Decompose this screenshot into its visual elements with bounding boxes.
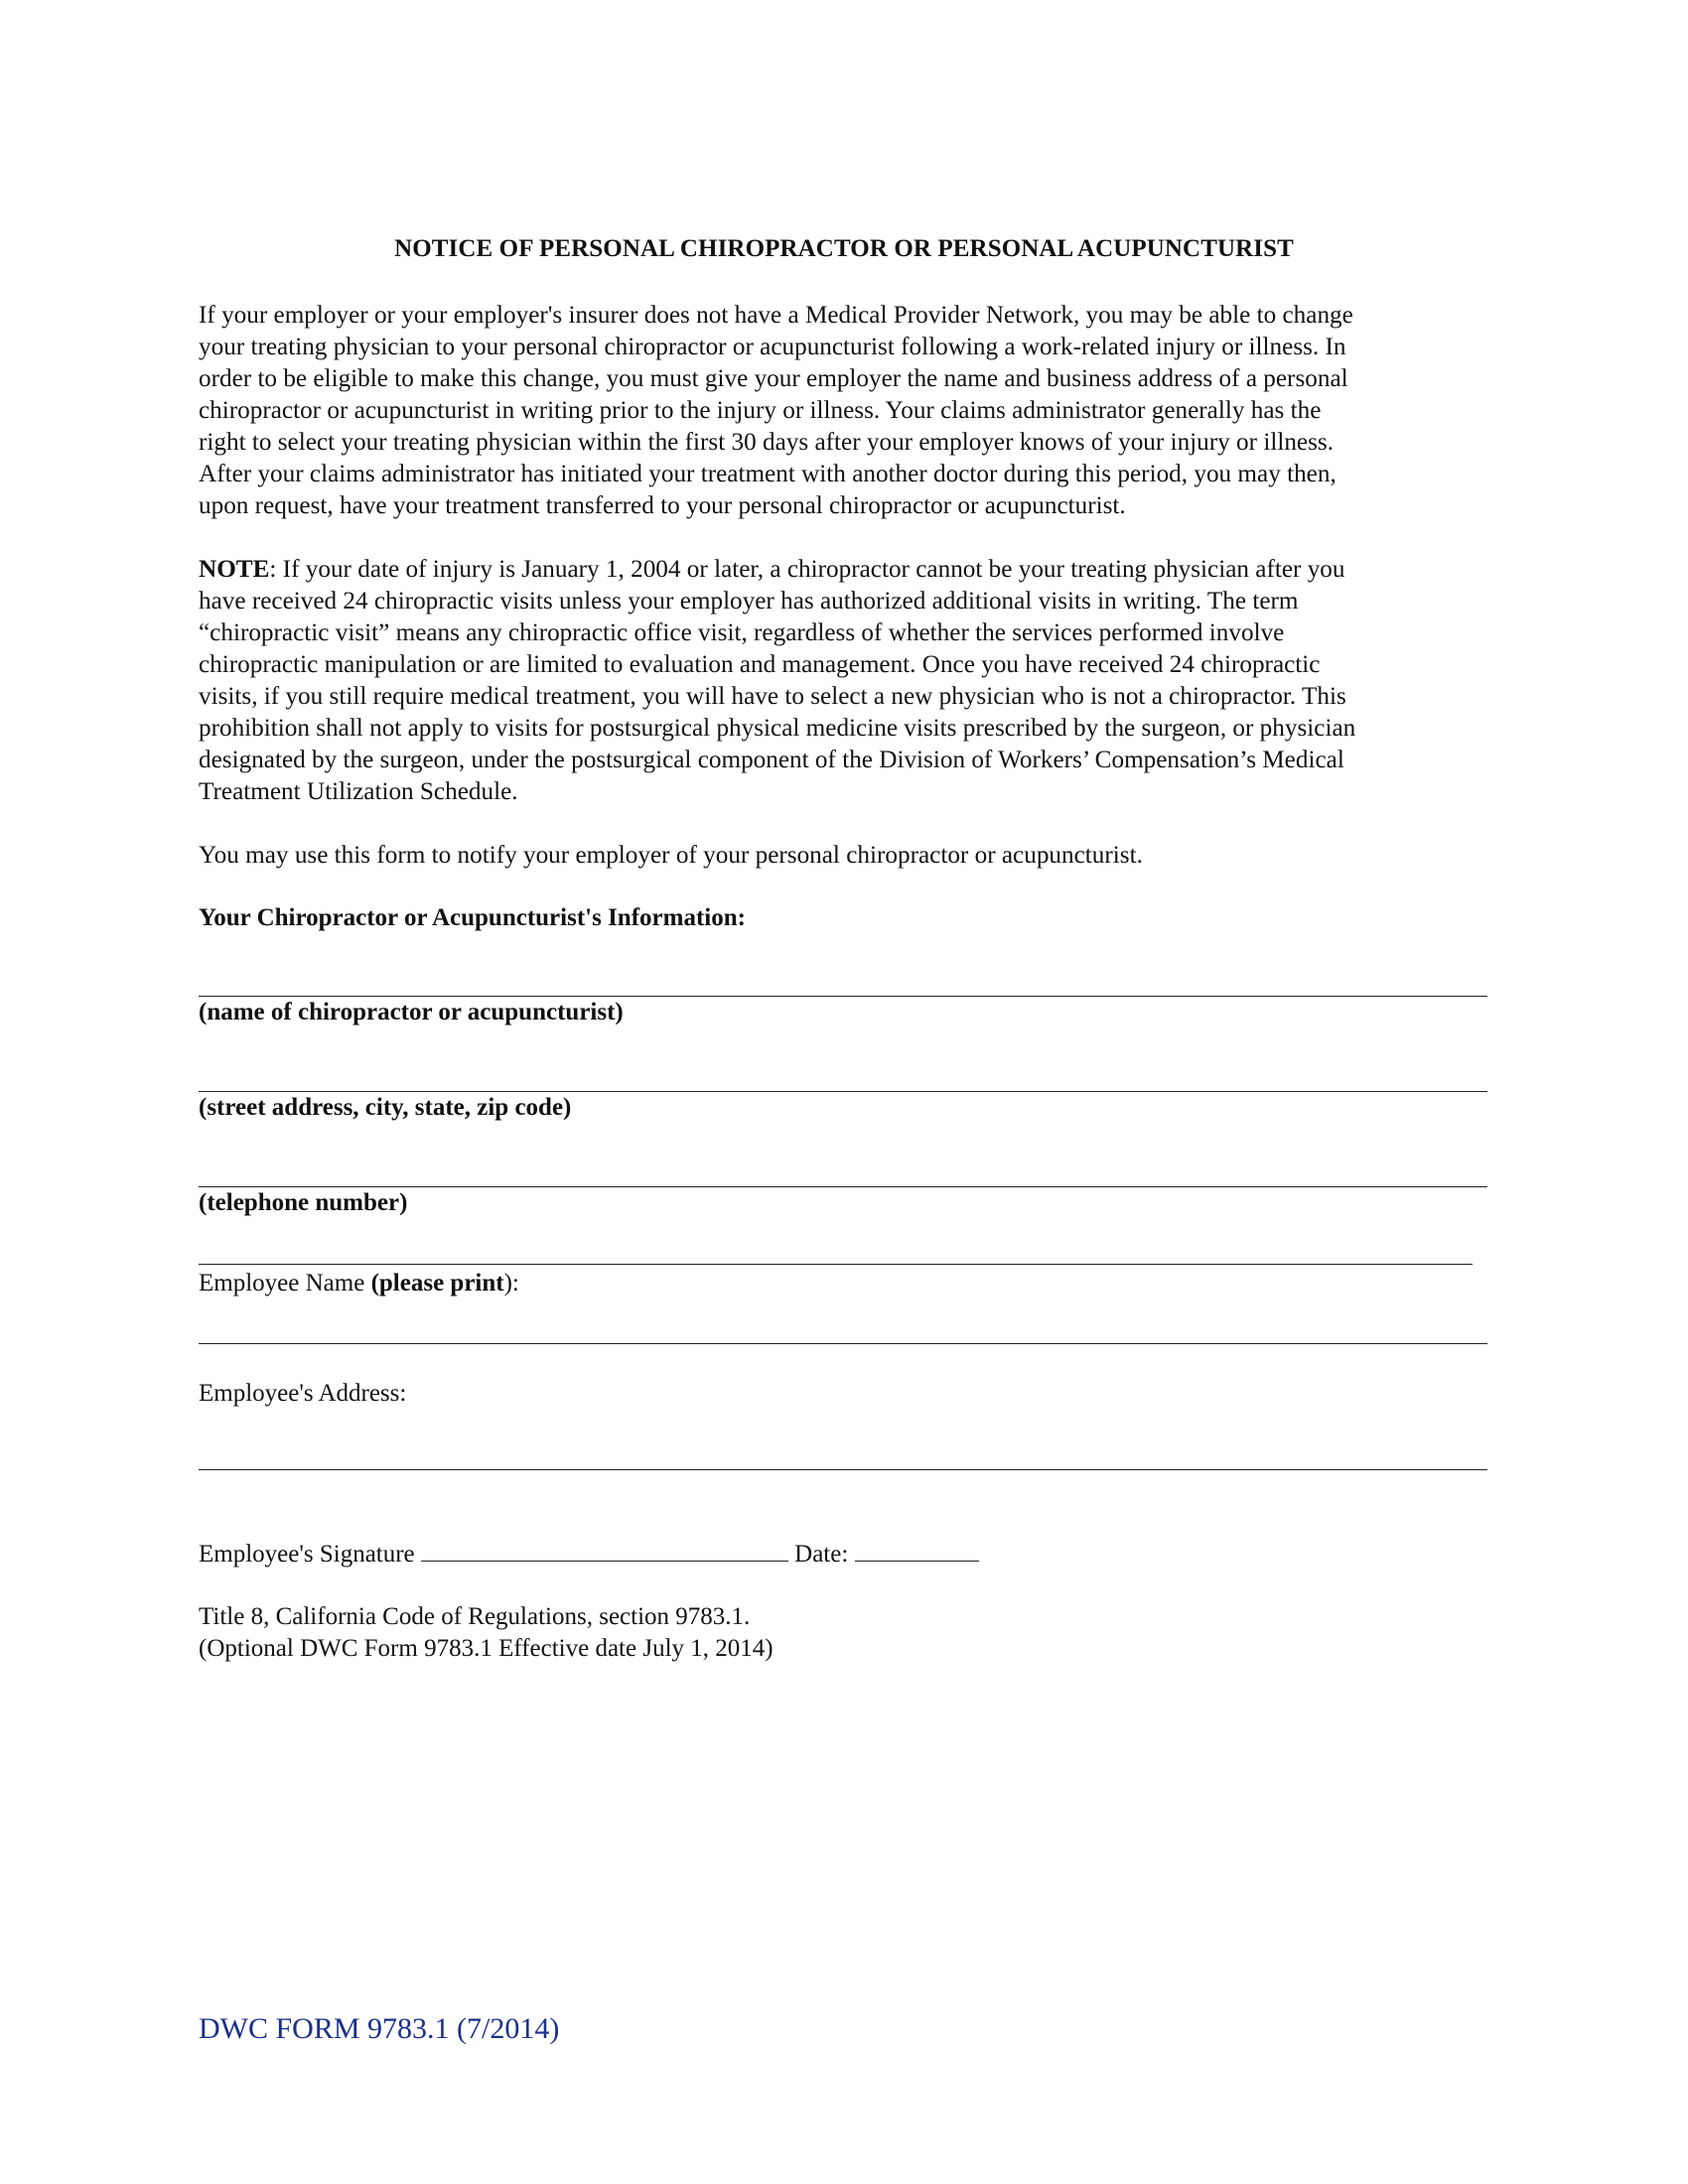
citation-line: Title 8, California Code of Regulations, section 9783.1.: [199, 1603, 751, 1630]
paragraph-line: If your employer or your employer's insurer does not have a Medical Provider Network, you may be able to change: [199, 302, 1353, 329]
telephone-input-line[interactable]: [199, 1186, 1487, 1187]
note-label: NOTE: [199, 556, 270, 583]
paragraph-line: have received 24 chiropractic visits unless your employer has authorized additional visits in writing. The term: [199, 588, 1299, 614]
signature-input-line[interactable]: [421, 1539, 788, 1562]
paragraph-line: prohibition shall not apply to visits for postsurgical physical medicine visits prescribed by the surgeon, or physician: [199, 715, 1356, 742]
signature-row: [199, 1539, 979, 1569]
info-heading: Your Chiropractor or Acupuncturist's Information:: [199, 904, 746, 931]
employee-name-input-line[interactable]: [199, 1343, 1487, 1344]
citation-line: (Optional DWC Form 9783.1 Effective date July 1, 2014): [199, 1635, 774, 1662]
signature-label: Employee's Signature: [199, 1541, 415, 1568]
address-input-line[interactable]: [199, 1091, 1487, 1092]
name-field-label: (name of chiropractor or acupuncturist): [199, 999, 624, 1025]
employee-address-label: Employee's Address:: [199, 1380, 407, 1407]
document-title: NOTICE OF PERSONAL CHIROPRACTOR OR PERSONAL ACUPUNCTURIST: [394, 235, 1294, 262]
employee-name-top-line: [199, 1264, 1473, 1265]
form-id-footer: DWC FORM 9783.1 (7/2014): [199, 2012, 560, 2045]
paragraph-line: order to be eligible to make this change, you must give your employer the name and business address of a personal: [199, 365, 1348, 392]
note-paragraph: [199, 554, 1494, 808]
paragraph-line: chiropractor or acupuncturist in writing prior to the injury or illness. Your claims administrator generally has the: [199, 397, 1322, 424]
date-label: Date:: [794, 1541, 849, 1568]
intro-paragraph: [199, 300, 1494, 522]
paragraph-line: You may use this form to notify your employer of your personal chiropractor or acupuncturist.: [199, 842, 1143, 869]
employee-address-input-line[interactable]: [199, 1469, 1487, 1470]
paragraph-line: chiropractic manipulation or are limited to evaluation and management. Once you have received 24 chiropractic: [199, 651, 1321, 678]
paragraph-line: Treatment Utilization Schedule.: [199, 778, 518, 805]
paragraph-line: “chiropractic visit” means any chiropractic office visit, regardless of whether the services performed involve: [199, 619, 1285, 646]
paragraph-line: right to select your treating physician within the first 30 days after your employer knows of your injury or illness.: [199, 429, 1334, 456]
date-input-line[interactable]: [855, 1539, 979, 1562]
name-input-line[interactable]: [199, 996, 1487, 997]
paragraph-line: upon request, have your treatment transferred to your personal chiropractor or acupuncturist.: [199, 492, 1126, 519]
employee-name-label: [199, 1270, 519, 1297]
paragraph-line: After your claims administrator has initiated your treatment with another doctor during this period, you may then,: [199, 461, 1336, 487]
paragraph-line: designated by the surgeon, under the postsurgical component of the Division of Workers’ Compensation’s Medical: [199, 747, 1344, 773]
usage-paragraph: [199, 840, 1494, 872]
address-field-label: (street address, city, state, zip code): [199, 1094, 572, 1121]
employee-name-prefix: Employee Name: [199, 1270, 371, 1297]
note-first-line: : If your date of injury is January 1, 2004 or later, a chiropractor cannot be your treating physician after you: [269, 556, 1345, 583]
telephone-field-label: (telephone number): [199, 1189, 408, 1216]
paragraph-line: visits, if you still require medical treatment, you will have to select a new physician who is not a chiropractor. This: [199, 683, 1346, 710]
paragraph-line: [199, 554, 1494, 586]
employee-name-suffix: ):: [503, 1270, 519, 1297]
please-print-note: (please print: [370, 1270, 504, 1297]
paragraph-line: your treating physician to your personal chiropractor or acupuncturist following a work-related injury or illness. In: [199, 334, 1346, 360]
